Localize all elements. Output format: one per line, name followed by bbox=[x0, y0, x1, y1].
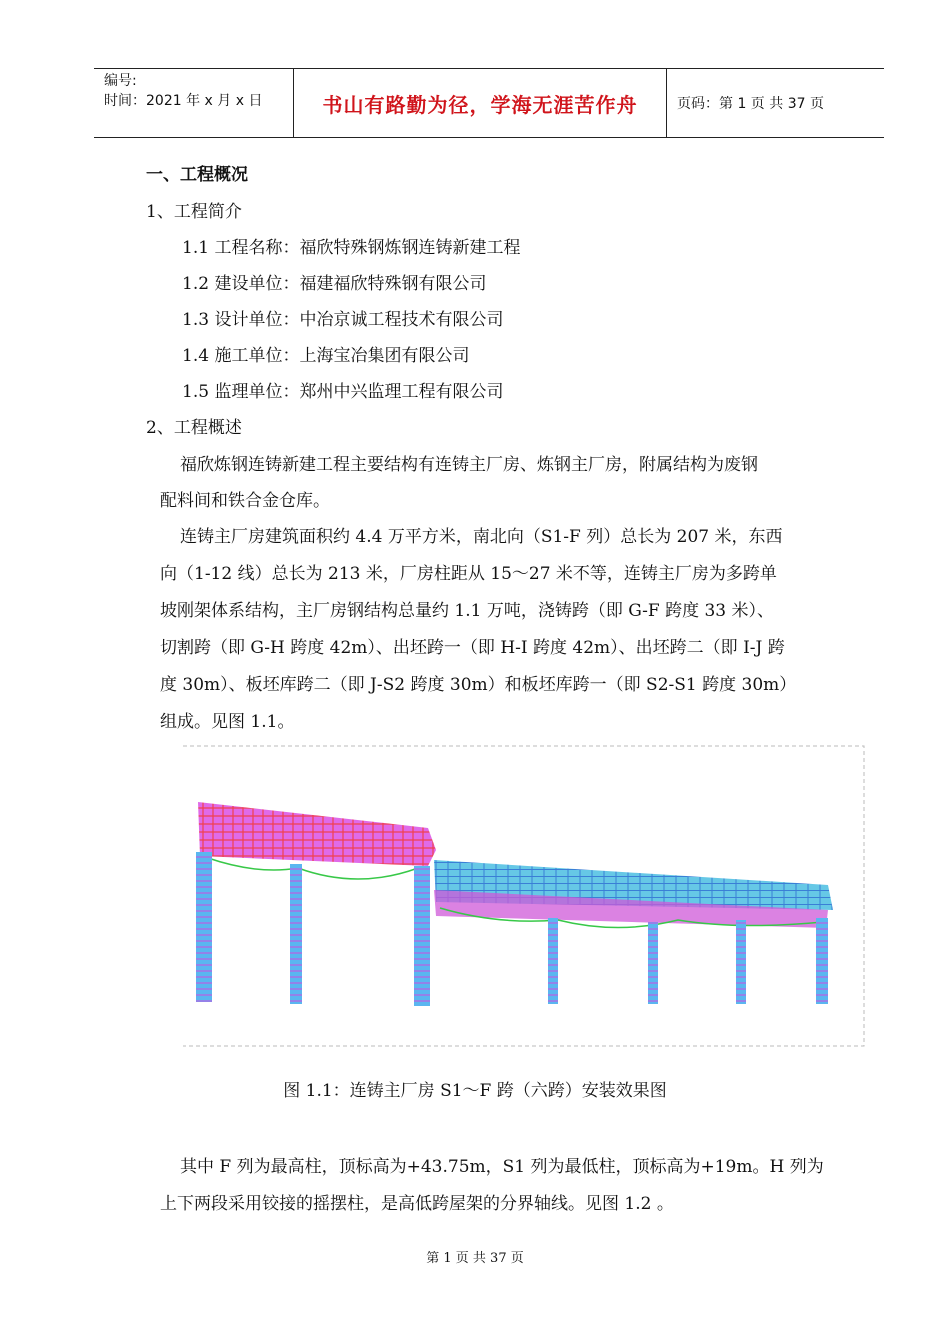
header-meta bbox=[94, 69, 294, 137]
item-supervisor: 1.5 监理单位：郑州中兴监理工程有限公司 bbox=[182, 382, 504, 402]
para3-line: 上下两段采用铰接的摇摆柱，是高低跨屋架的分界轴线。见图 1.2 。 bbox=[160, 1194, 674, 1214]
header-motto: 书山有路勤为径，学海无涯苦作舟 bbox=[294, 69, 667, 137]
section-title: 一、工程概况 bbox=[146, 165, 248, 185]
item-project-name: 1.1 工程名称：福欣特殊钢炼钢连铸新建工程 bbox=[182, 238, 521, 258]
para2-line: 向（1-12 线）总长为 213 米，厂房柱距从 15～27 米不等，连铸主厂房为多跨单 bbox=[160, 564, 777, 584]
time-label: 时间：2021 年 x 月 x 日 bbox=[104, 93, 263, 109]
structure-rendering-figure bbox=[178, 740, 868, 1050]
page-footer: 第 1 页 共 37 页 bbox=[426, 1251, 524, 1266]
number-label: 编号: bbox=[104, 73, 137, 89]
subsection-intro: 1、工程简介 bbox=[146, 202, 242, 222]
header-page-label: 页码：第 1 页 共 37 页 bbox=[677, 96, 824, 112]
subsection-overview: 2、工程概述 bbox=[146, 418, 242, 438]
item-contractor: 1.4 施工单位：上海宝冶集团有限公司 bbox=[182, 346, 470, 366]
para2-line: 度 30m）、板坯库跨二（即 J-S2 跨度 30m）和板坯库跨一（即 S2-S1 跨度 30m） bbox=[160, 675, 797, 695]
item-owner: 1.2 建设单位：福建福欣特殊钢有限公司 bbox=[182, 274, 487, 294]
para3-line: 其中 F 列为最高柱，顶标高为+43.75m，S1 列为最低柱，顶标高为+19m。H 列为 bbox=[180, 1157, 824, 1177]
para2-line: 组成。见图 1.1。 bbox=[160, 712, 295, 732]
para2-line: 切割跨（即 G-H 跨度 42m）、出坯跨一（即 H-I 跨度 42m）、出坯跨二（即 I-J 跨 bbox=[160, 638, 785, 658]
para2-line: 连铸主厂房建筑面积约 4.4 万平方米，南北向（S1-F 列）总长为 207 米，东西 bbox=[180, 527, 783, 547]
figure-caption: 图 1.1：连铸主厂房 S1～F 跨（六跨）安装效果图 bbox=[283, 1081, 667, 1101]
item-designer: 1.3 设计单位：中冶京诚工程技术有限公司 bbox=[182, 310, 504, 330]
para1-line: 福欣炼钢连铸新建工程主要结构有连铸主厂房、炼钢主厂房，附属结构为废钢 bbox=[180, 455, 758, 475]
para2-line: 坡刚架体系结构，主厂房钢结构总量约 1.1 万吨，浇铸跨（即 G-F 跨度 33 米）、 bbox=[160, 601, 775, 621]
para1-line: 配料间和铁合金仓库。 bbox=[160, 491, 330, 511]
page-header bbox=[94, 68, 884, 138]
